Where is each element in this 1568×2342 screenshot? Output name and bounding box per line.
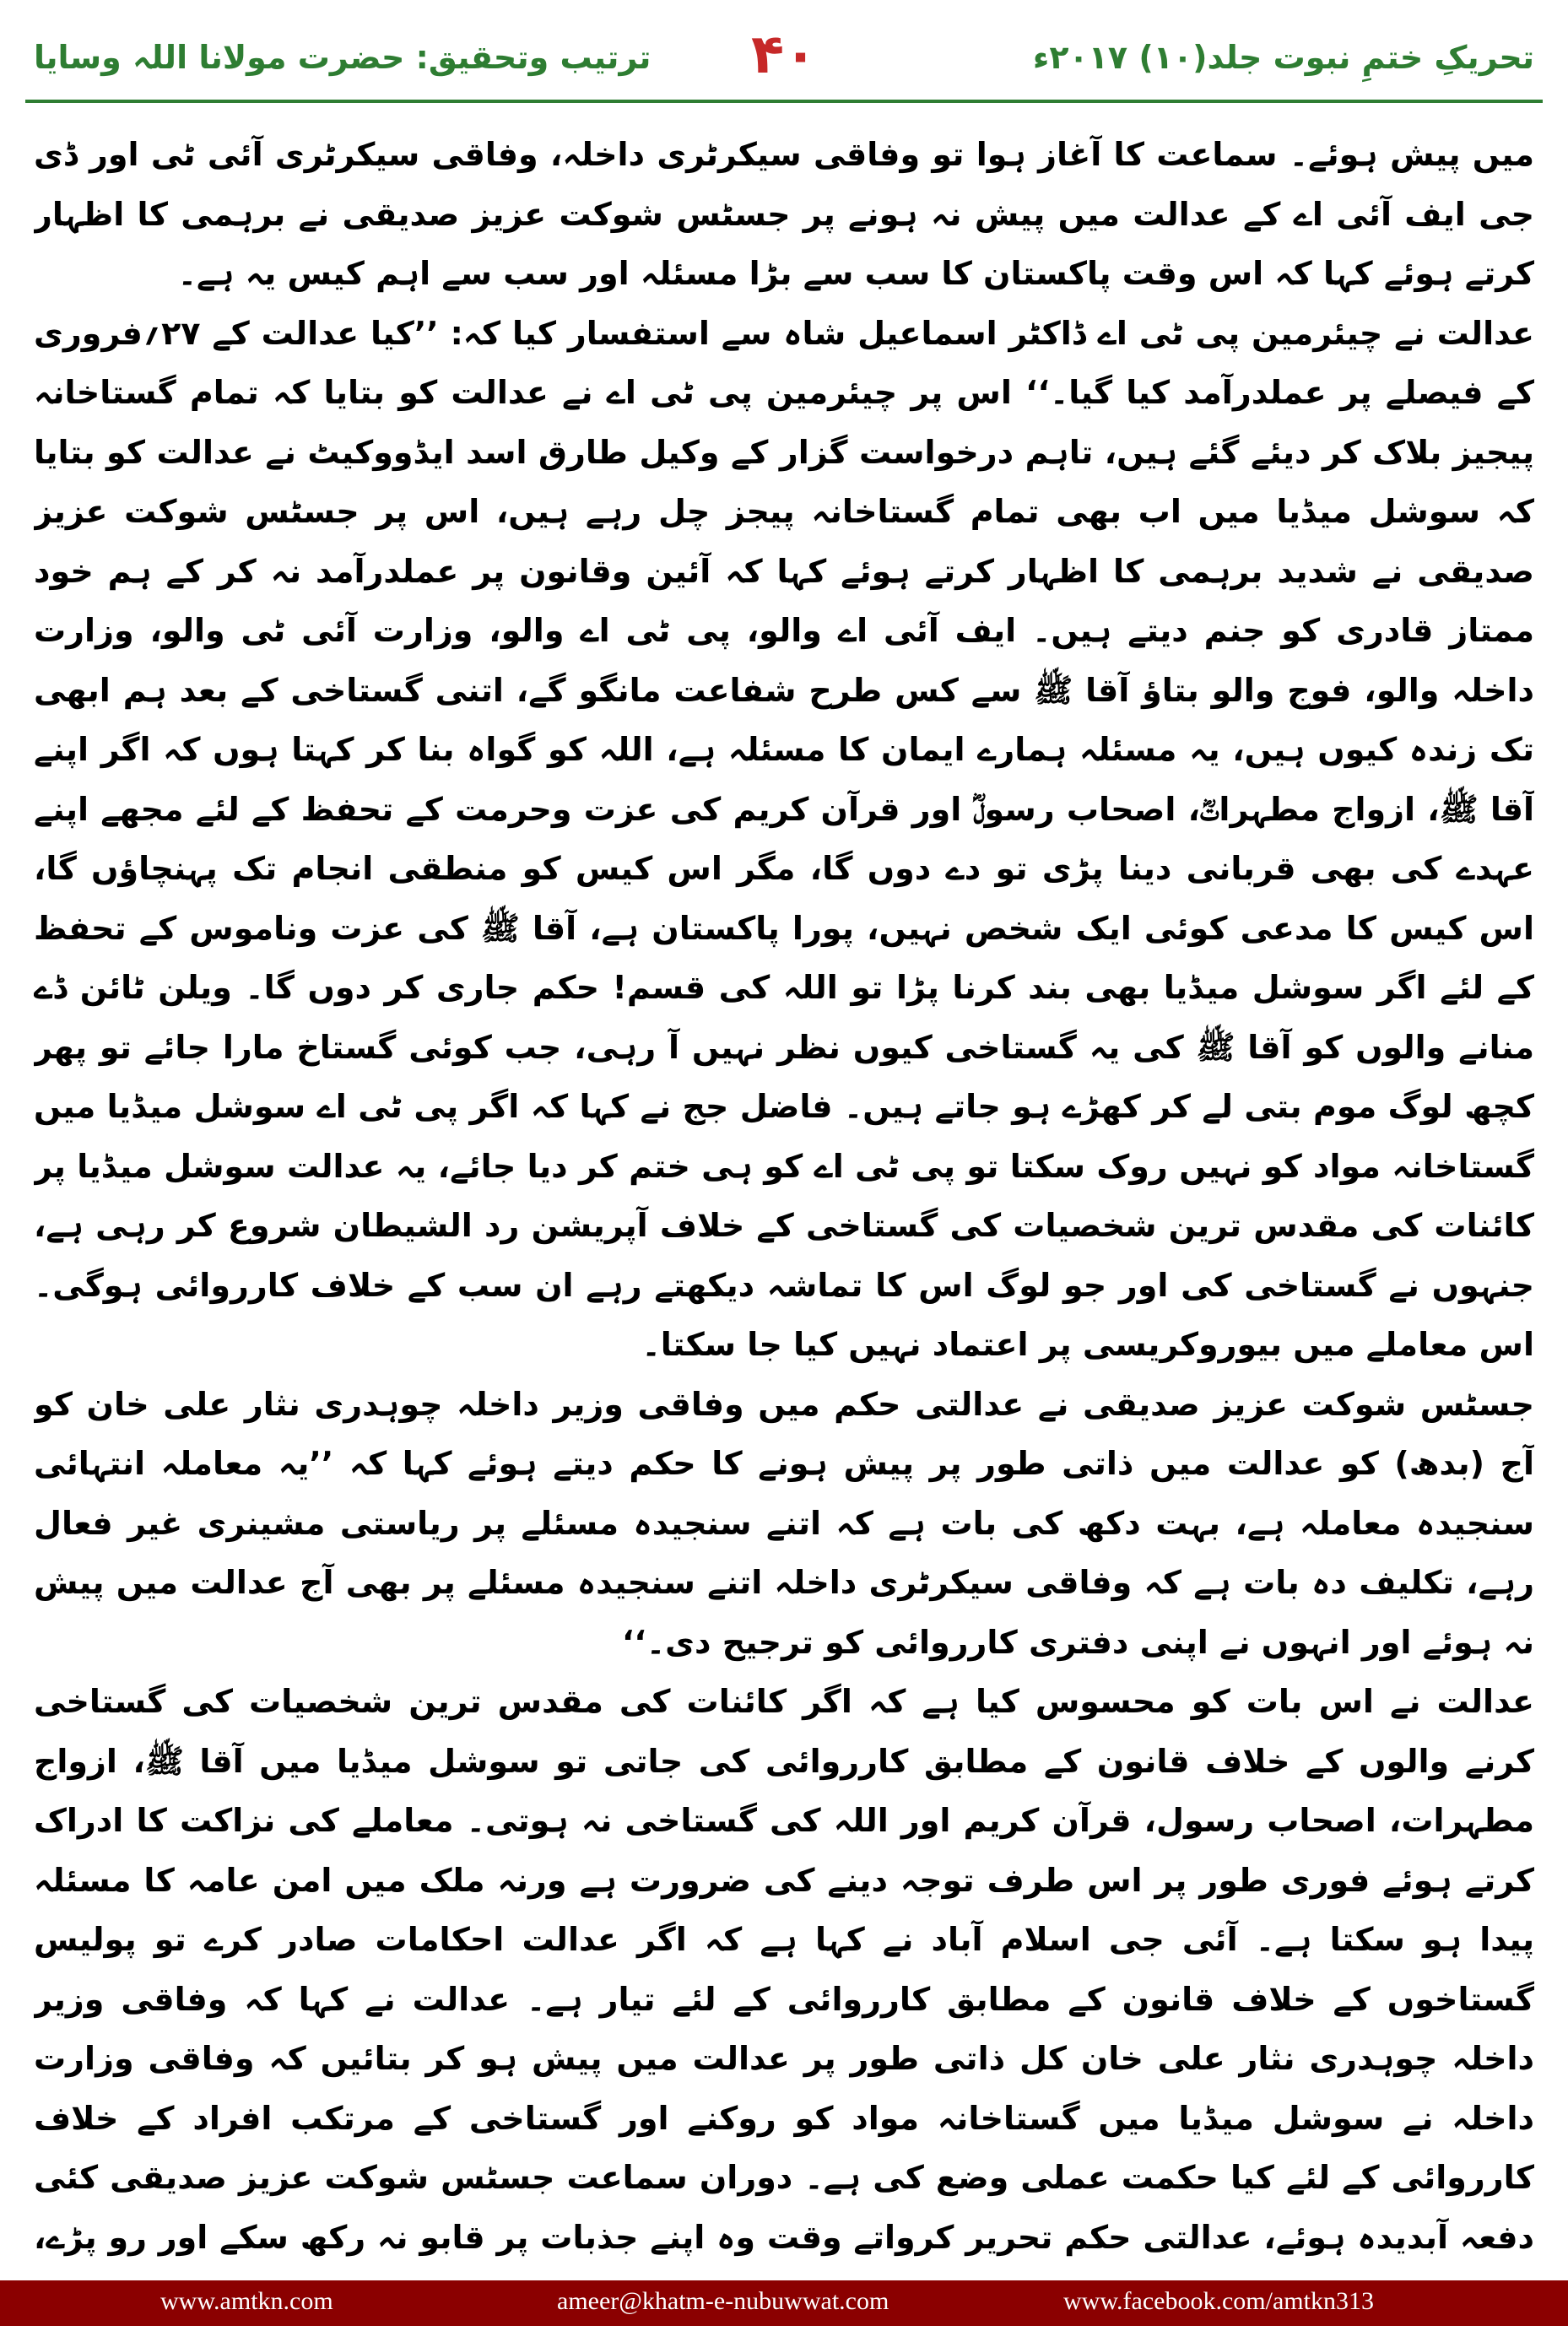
page-header [25,15,1543,108]
compiler-credit: ترتیب وتحقیق: حضرت مولانا اللہ وسایا [34,39,652,76]
facebook-link[interactable]: www.facebook.com/amtkn313 [1063,2287,1374,2315]
magazine-title: تحریکِ ختمِ نبوت جلد(۱۰) ۲۰۱۷ء [1032,39,1534,76]
page-footer [0,2280,1568,2326]
paragraph: عدالت نے چیئرمین پی ٹی اے ڈاکٹر اسماعیل شاہ سے استفسار کیا کہ: ’’کیا عدالت کے ۲۷؍فروری کے فیصلے پر عملدرآمد کیا گیا۔‘‘ اس پر چیئرمین پی ٹی اے نے عدالت کو بتایا کہ تمام گستاخانہ پیجیز بلاک کر دیئے گئے ہیں، تاہم درخواست گزار کے وکیل طارق اسد ایڈووکیٹ نے عدالت کو بتایا کہ سوشل میڈیا میں اب بھی تمام گستاخانہ پیجز چل رہے ہیں، اس پر جسٹس شوکت عزیز صدیقی نے شدید برہمی کا اظہار کرتے ہوئے کہا کہ آئین وقانون پر عملدرآمد نہ کر کے ہم خود ممتاز قادری کو جنم دیتے ہیں۔ ایف آئی اے والو، پی ٹی اے والو، وزارت آئی ٹی والو، وزارت داخلہ والو، فوج والو بتاؤ آقا ﷺ سے کس طرح شفاعت مانگو گے، اتنی گستاخی کے بعد ہم ابھی تک زندہ کیوں ہیں، یہ مسئلہ ہمارے ایمان کا مسئلہ ہے، اللہ کو گواہ بنا کر کہتا ہوں کہ اگر اپنے آقا ﷺ، ازواج مطہراتؓ، اصحاب رسولؓ اور قرآن کریم کی عزت وحرمت کے تحفظ کے لئے مجھے اپنے عہدے کی بھی قربانی دینا پڑی تو دے دوں گا، مگر اس کیس کو منطقی انجام تک پہنچاؤں گا، اس کیس کا مدعی کوئی ایک شخص نہیں، پورا پاکستان ہے، آقا ﷺ کی عزت وناموس کے تحفظ کے لئے اگر سوشل میڈیا بھی بند کرنا پڑا تو اللہ کی قسم! حکم جاری کر دوں گا۔ ویلن ٹائن ڈے منانے والوں کو آقا ﷺ کی یہ گستاخی کیوں نظر نہیں آ رہی، جب کوئی گستاخ مارا جائے تو پھر کچھ لوگ موم بتی لے کر کھڑے ہو جاتے ہیں۔ فاضل جج نے کہا کہ اگر پی ٹی اے سوشل میڈیا میں گستاخانہ مواد کو نہیں روک سکتا تو پی ٹی اے کو ہی ختم کر دیا جائے، یہ عدالت سوشل میڈیا پر کائنات کی مقدس ترین شخصیات کی گستاخی کے خلاف آپریشن رد الشیطان شروع کر رہی ہے، جنہوں نے گستاخی کی اور جو لوگ اس کا تماشہ دیکھتے رہے ان سب کے خلاف کارروائی ہوگی۔ اس معاملے میں بیوروکریسی پر اعتماد نہیں کیا جا سکتا۔ [34,314,1534,1363]
website-link[interactable]: www.amtkn.com [160,2287,333,2315]
article-body [34,125,1534,2269]
header-divider [25,100,1543,103]
page-number: ۴۰ [750,24,818,86]
paragraph: عدالت نے اس بات کو محسوس کیا ہے کہ اگر کائنات کی مقدس ترین شخصیات کی گستاخی کرنے والوں کے خلاف قانون کے مطابق کارروائی کی جاتی تو سوشل میڈیا میں آقا ﷺ، ازواج مطہرات، اصحاب رسول، قرآن کریم اور اللہ کی گستاخی نہ ہوتی۔ معاملے کی نزاکت کا ادراک کرتے ہوئے فوری طور پر اس طرف توجہ دینے کی ضرورت ہے ورنہ ملک میں امن عامہ کا مسئلہ پیدا ہو سکتا ہے۔ آئی جی اسلام آباد نے کہا ہے کہ اگر عدالت احکامات صادر کرے تو پولیس گستاخوں کے خلاف قانون کے مطابق کارروائی کے لئے تیار ہے۔ عدالت نے کہا کہ وفاقی وزیر داخلہ چوہدری نثار علی خان کل ذاتی طور پر عدالت میں پیش ہو کر بتائیں کہ وفاقی وزارت داخلہ نے سوشل میڈیا میں گستاخانہ مواد کو روکنے اور گستاخی کے مرتکب افراد کے خلاف کارروائی کے لئے کیا حکمت عملی وضع کی ہے۔ دوران سماعت جسٹس شوکت عزیز صدیقی کئی دفعہ آبدیدہ ہوئے، عدالتی حکم تحریر کرواتے وقت وہ اپنے جذبات پر قابو نہ رکھ سکے اور رو پڑے، [34,1683,1534,2256]
paragraph: میں پیش ہوئے۔ سماعت کا آغاز ہوا تو وفاقی سیکرٹری داخلہ، وفاقی سیکرٹری آئی ٹی اور ڈی جی ایف آئی اے کے عدالت میں پیش نہ ہونے پر جسٹس شوکت عزیز صدیقی نے برہمی کا اظہار کرتے ہوئے کہا کہ اس وقت پاکستان کا سب سے بڑا مسئلہ اور سب سے اہم کیس یہ ہے۔ [34,136,1534,292]
paragraph: جسٹس شوکت عزیز صدیقی نے عدالتی حکم میں وفاقی وزیر داخلہ چوہدری نثار علی خان کو آج (بدھ) کو عدالت میں ذاتی طور پر پیش ہونے کا حکم دیتے ہوئے کہا کہ ’’یہ معاملہ انتہائی سنجیدہ معاملہ ہے، بہت دکھ کی بات ہے کہ اتنے سنجیدہ مسئلے پر ریاستی مشینری غیر فعال رہے، تکلیف دہ بات ہے کہ وفاقی سیکرٹری داخلہ اتنے سنجیدہ مسئلے پر بھی آج عدالت میں پیش نہ ہوئے اور انہوں نے اپنی دفتری کارروائی کو ترجیح دی۔‘‘ [34,1385,1534,1661]
email-link[interactable]: ameer@khatm-e-nubuwwat.com [557,2287,889,2315]
